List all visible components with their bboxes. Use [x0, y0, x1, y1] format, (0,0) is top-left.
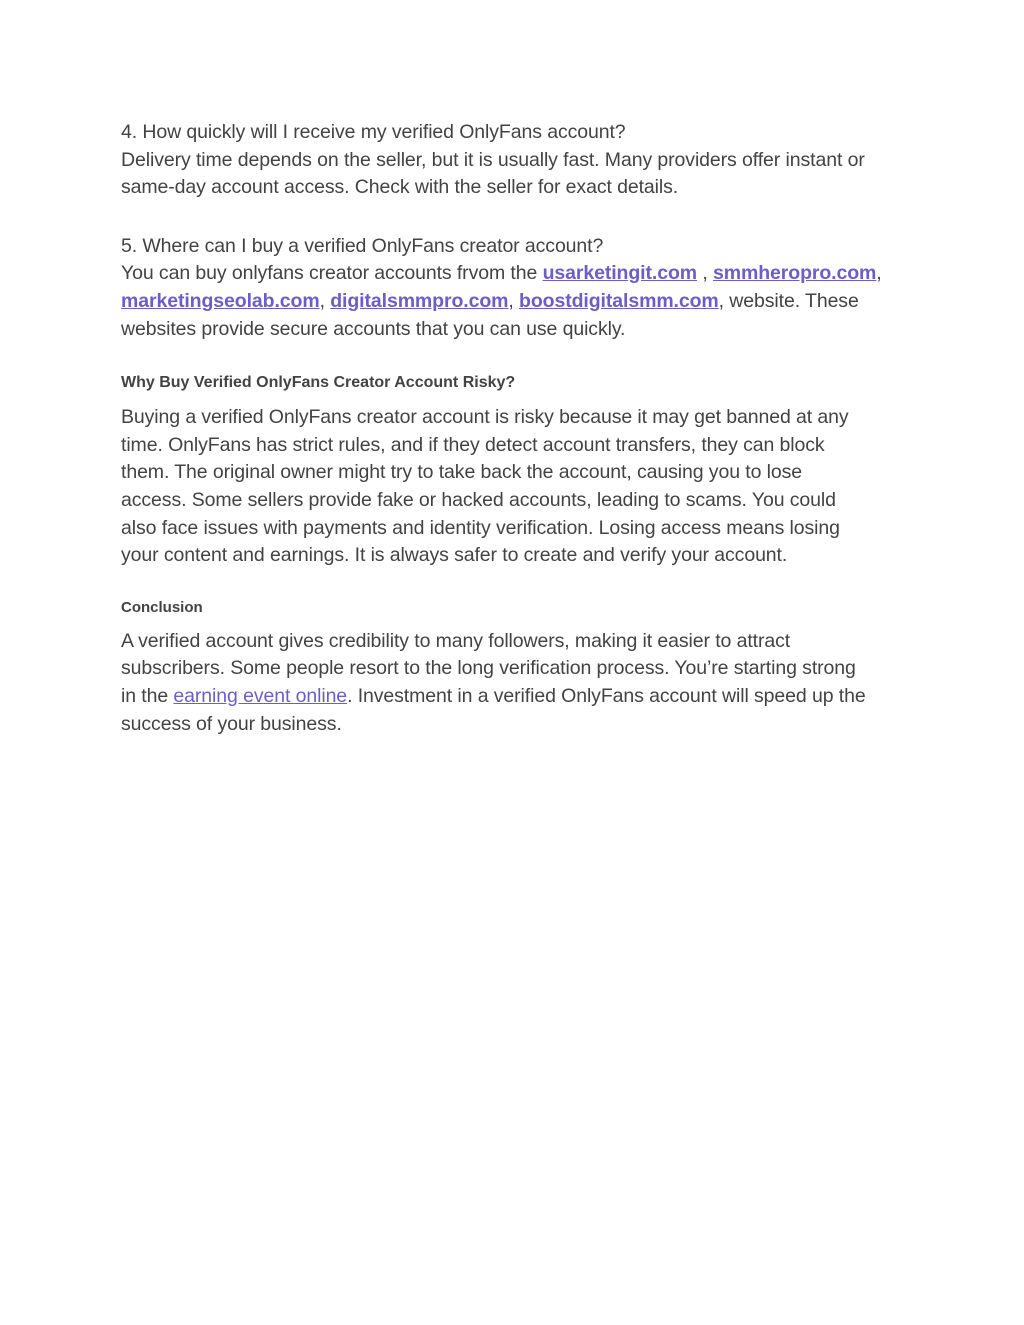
faq-question-4: 4. How quickly will I receive my verified OnlyFans account?	[121, 121, 626, 143]
document-body	[121, 119, 911, 738]
risky-heading: Why Buy Verified OnlyFans Creator Account Risky?	[121, 374, 516, 392]
link-smmheropro[interactable]: smmheropro.com	[712, 262, 877, 285]
faq-item-4	[121, 119, 911, 202]
risky-paragraph: Buying a verified OnlyFans creator account is risky because it may get banned at any time. OnlyFans has strict rules, and if they detect account transfers, they can block them. The original owner might try to take back the account, causing you to lose access. Some sellers provide fake or hacked accounts, leading to scams. You could also face issues with payments and identity verification. Losing access means losing your content and earnings. It is always safer to create and verify your account.	[121, 406, 849, 567]
conclusion-heading: Conclusion	[121, 598, 203, 616]
link-boostdigitalsmm[interactable]: boostdigitalsmm.com	[519, 289, 719, 312]
risky-section	[121, 373, 911, 570]
faq-answer-5: You can buy onlyfans creator accounts frvom the usarketingit.com , smmheropro.com, marketingseolab.com, digitalsmmpro.com, boostdigitalsmm.com, website. These websites provide secure accounts that you can use quickly.	[121, 262, 882, 340]
faq-item-5	[121, 233, 911, 343]
link-usarketingit[interactable]: usarketingit.com	[542, 262, 698, 285]
conclusion-section	[121, 598, 911, 738]
faq-question-5: 5. Where can I buy a verified OnlyFans creator account?	[121, 234, 604, 257]
conclusion-paragraph: A verified account gives credibility to many followers, making it easier to attract subscribers. Some people resort to the long verification process. You’re starting strong in the earning event online. Investment in a verified OnlyFans account will speed up the success of your business.	[121, 629, 866, 735]
faq-answer-4: Delivery time depends on the seller, but it is usually fast. Many providers offer instant or same-day account access. Check with the seller for exact details.	[121, 148, 865, 199]
link-digitalsmmpro[interactable]: digitalsmmpro.com	[330, 289, 509, 312]
link-marketingseolab[interactable]: marketingseolab.com	[121, 289, 320, 312]
link-earning-event-online[interactable]: earning event online	[173, 684, 348, 707]
